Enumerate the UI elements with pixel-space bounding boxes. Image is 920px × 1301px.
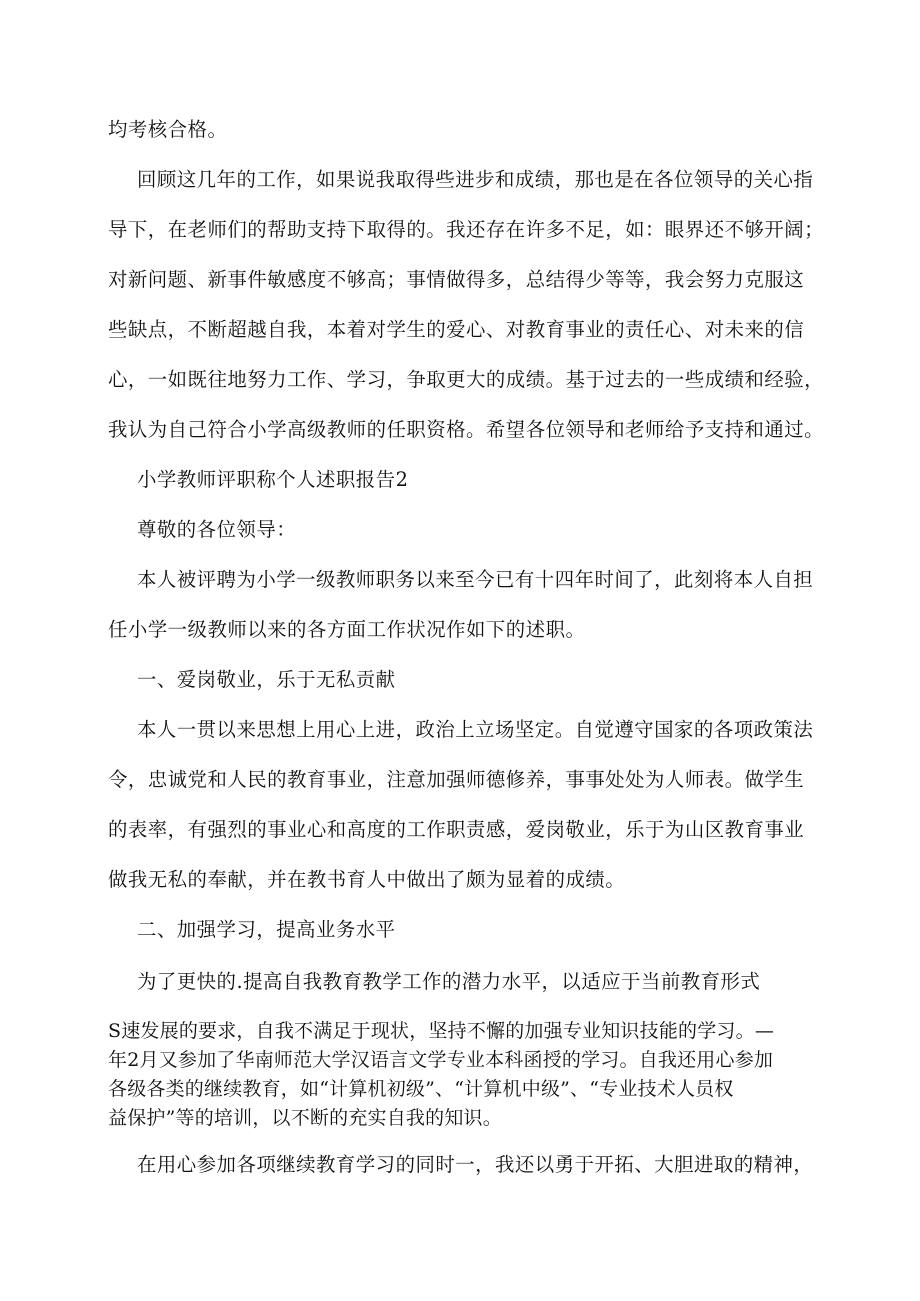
paragraph-line: 本人一贯以来思想上用心上进，政治上立场坚定。自觉遵守国家的各项政策法: [137, 718, 814, 741]
paragraph-line: 在用心参加各项继续教育学习的同时一，我还以勇于开拓、大胆进取的精神，: [137, 1153, 814, 1176]
paragraph-line: S速发展的要求，自我不满足于现状，坚持不懈的加强专业知识技能的学习。—: [108, 1020, 775, 1042]
paragraph-line: 令，忠诚党和人民的教育事业，注意加强师德修养，事事处处为人师表。做学生: [108, 768, 805, 791]
paragraph-line: 心，一如既往地努力工作、学习，争取更大的成绩。基于过去的一些成绩和经验，: [108, 368, 825, 391]
paragraph-line: 均考核合格。: [108, 118, 228, 141]
paragraph-line: 些缺点，不断超越自我，本着对学生的爱心、对教育事业的责任心、对未来的信: [108, 318, 805, 341]
paragraph-line: 对新问题、新事件敏感度不够高；事情做得多，总结得少等等，我会努力克服这: [108, 268, 805, 291]
salutation: 尊敬的各位领导：: [137, 518, 297, 541]
paragraph-line: 为了更快的.提高自我教育教学工作的潜力水平，以适应于当前教育形式: [137, 970, 761, 993]
paragraph-line: 导下，在老师们的帮助支持下取得的。我还存在许多不足，如：眼界还不够开阔；: [108, 218, 825, 241]
paragraph-line: 回顾这几年的工作，如果说我取得些进步和成绩，那也是在各位领导的关心指: [137, 168, 814, 191]
section-heading: 二、加强学习，提高业务水平: [137, 918, 396, 941]
paragraph-line: 益保护”等的培训，以不断的充实自我的知识。: [108, 1107, 502, 1129]
paragraph-line: 任小学一级教师以来的各方面工作状况作如下的述职。: [108, 618, 586, 641]
paragraph-line: 年2月又参加了华南师范大学汉语言文学专业本科函授的学习。自我还用心参加: [108, 1049, 774, 1071]
paragraph-line: 本人被评聘为小学一级教师职务以来至今已有十四年时间了，此刻将本人自担: [137, 568, 814, 591]
paragraph-line: 做我无私的奉献，并在教书育人中做出了颇为显着的成绩。: [108, 868, 626, 891]
section-title: 小学教师评职称个人述职报告2: [137, 468, 409, 491]
paragraph-line: 各级各类的继续教育，如“计算机初级”、“计算机中级”、“专业技术人员权: [108, 1078, 734, 1100]
paragraph-line: 我认为自己符合小学高级教师的任职资格。希望各位领导和老师给予支持和通过。: [108, 418, 825, 441]
section-heading: 一、爱岗敬业，乐于无私贡献: [137, 668, 396, 691]
paragraph-line: 的表率，有强烈的事业心和高度的工作职责感，爱岗敬业，乐于为山区教育事业: [108, 818, 805, 841]
